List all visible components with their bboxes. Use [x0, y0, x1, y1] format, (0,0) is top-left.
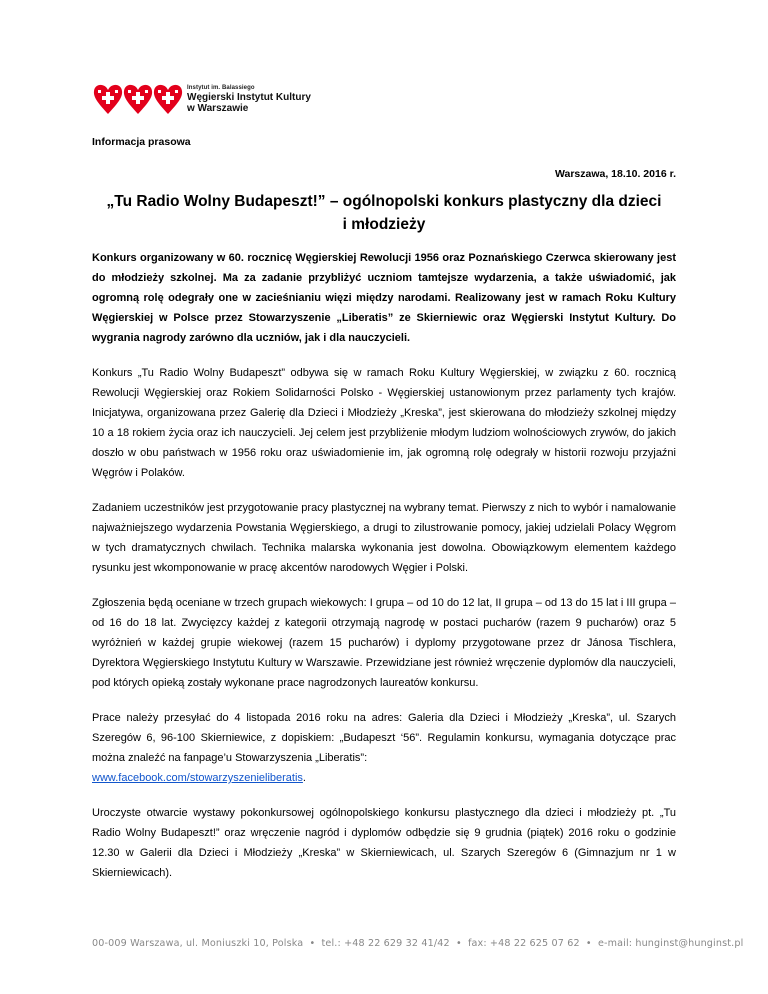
press-release-label: Informacja prasowa — [92, 136, 191, 148]
logo-line-2: w Warszawie — [187, 103, 249, 115]
facebook-link[interactable]: www.facebook.com/stowarzyszenieliberatis — [92, 772, 303, 784]
footer-address: 00-009 Warszawa, ul. Moniuszki 10, Polska — [92, 938, 304, 949]
footer-separator: • — [309, 938, 316, 949]
paragraph-2: Zadaniem uczestników jest przygotowanie pracy plastycznej na wybrany temat. Pierwszy z nich to wybór i namalowanie najważniejszego wydarzenia Powstania Węgierskiego, a drugi to zilustrowanie pomocy, jakiej udzielali Polacy Węgrom w tych dramatycznych chwilach. Technika malarska wykonania jest dowolna. Obowiązkowym elementem każdego rysunku jest wkomponowanie w pracę akcentów narodowych Węgier i Polski. — [92, 502, 676, 574]
document-title — [92, 190, 676, 236]
footer-email: e-mail: hunginst@hunginst.pl — [597, 938, 744, 949]
footer-contact — [92, 938, 744, 949]
footer-fax: fax: +48 22 625 07 62 — [467, 938, 580, 949]
paragraph-3: Zgłoszenia będą oceniane w trzech grupach wiekowych: I grupa – od 10 do 12 lat, II grupa – od 13 do 15 lat i III grupa – od 16 do 18 lat. Zwycięzcy każdej z kategorii otrzymają nagrodę w postaci pucharów (razem 9 pucharów) oraz 5 wyróżnień w każdej grupie wiekowej (razem 15 pucharów) i dyplomy przygotowane przez dr Jánosa Tischlera, Dyrektora Węgierskiego Instytutu Kultury w Warszawie. Przewidziane jest również wręczenie dyplomów dla nauczycieli, pod których opieką zostały wykonane prace nagrodzonych laureatów konkursu. — [92, 597, 676, 689]
logo-line-small: Instytut im. Balassiego — [187, 85, 255, 92]
institute-name — [187, 85, 311, 115]
dateline: Warszawa, 18.10. 2016 r. — [554, 168, 676, 180]
title-line-1: „Tu Radio Wolny Budapeszt!” – ogólnopolski konkurs plastyczny dla dzieci — [106, 193, 662, 210]
paragraph-4-text: Prace należy przesyłać do 4 listopada 2016 roku na adres: Galeria dla Dzieci i Młodzieży „Kreska”, ul. Szarych Szeregów 6, 96-100 Skierniewice, z dopiskiem: „Budapeszt ‘56”. Regulamin konkursu, wymagania dotyczące prac można znaleźć na fanpage’u Stowarzyszenia „Liberatis”: — [92, 712, 676, 764]
logo-line-1: Węgierski Instytut Kultury — [187, 91, 311, 103]
lead-paragraph: Konkurs organizowany w 60. rocznicę Węgierskiej Rewolucji 1956 oraz Poznańskiego Czerwca skierowany jest do młodzieży szkolnej. Ma za zadanie przybliżyć uczniom tamtejsze wydarzenia, a także uświadomić, jak ogromną rolę odegrały one w zacieśnianiu więzi między narodami. Realizowany jest w ramach Roku Kultury Węgierskiej w Polsce przez Stowarzyszenie „Liberatis” ze Skierniewic oraz Węgierski Instytut Kultury. Do wygrania nagrody zarówno dla uczniów, jak i dla nauczycieli. — [92, 252, 676, 344]
footer-separator: • — [455, 938, 462, 949]
document-body — [92, 248, 676, 898]
institute-header — [92, 82, 311, 118]
paragraph-4 — [92, 708, 676, 788]
title-line-2: i młodzieży — [342, 216, 426, 233]
paragraph-5: Uroczyste otwarcie wystawy pokonkursowej ogólnopolskiego konkursu plastycznego dla dzieci i młodzieży pt. „Tu Radio Wolny Budapeszt!” oraz wręczenie nagród i dyplomów odbędzie się 9 grudnia (piątek) 2016 roku o godzinie 12.30 w Galerii dla Dzieci i Młodzieży „Kreska” w Skierniewicach, ul. Szarych Szeregów 6 (Gimnazjum nr 1 w Skierniewicach). — [92, 807, 676, 879]
paragraph-4-end: . — [302, 772, 306, 784]
footer-tel: tel.: +48 22 629 32 41/42 — [321, 938, 450, 949]
paragraph-1: Konkurs „Tu Radio Wolny Budapeszt” odbywa się w ramach Roku Kultury Węgierskiej, w związku z 60. rocznicą Rewolucji Węgierskiej oraz Rokiem Solidarności Polsko - Węgierskiej ustanowionym przez parlamenty tych krajów. Inicjatywa, organizowana przez Galerię dla Dzieci i Młodzieży „Kreska”, jest skierowana do młodzieży szkolnej między 10 a 18 rokiem życia oraz ich nauczycieli. Jej celem jest przybliżenie młodym ludziom wolnościowych zrywów, do jakich doszło w obu państwach w 1956 roku oraz uświadomienie im, jak ogromną rolę odegrały w historii rozwoju przyjaźni Węgrów i Polaków. — [92, 367, 676, 479]
hungarian-embroidery-heart-icon — [92, 82, 184, 118]
footer-separator: • — [585, 938, 592, 949]
